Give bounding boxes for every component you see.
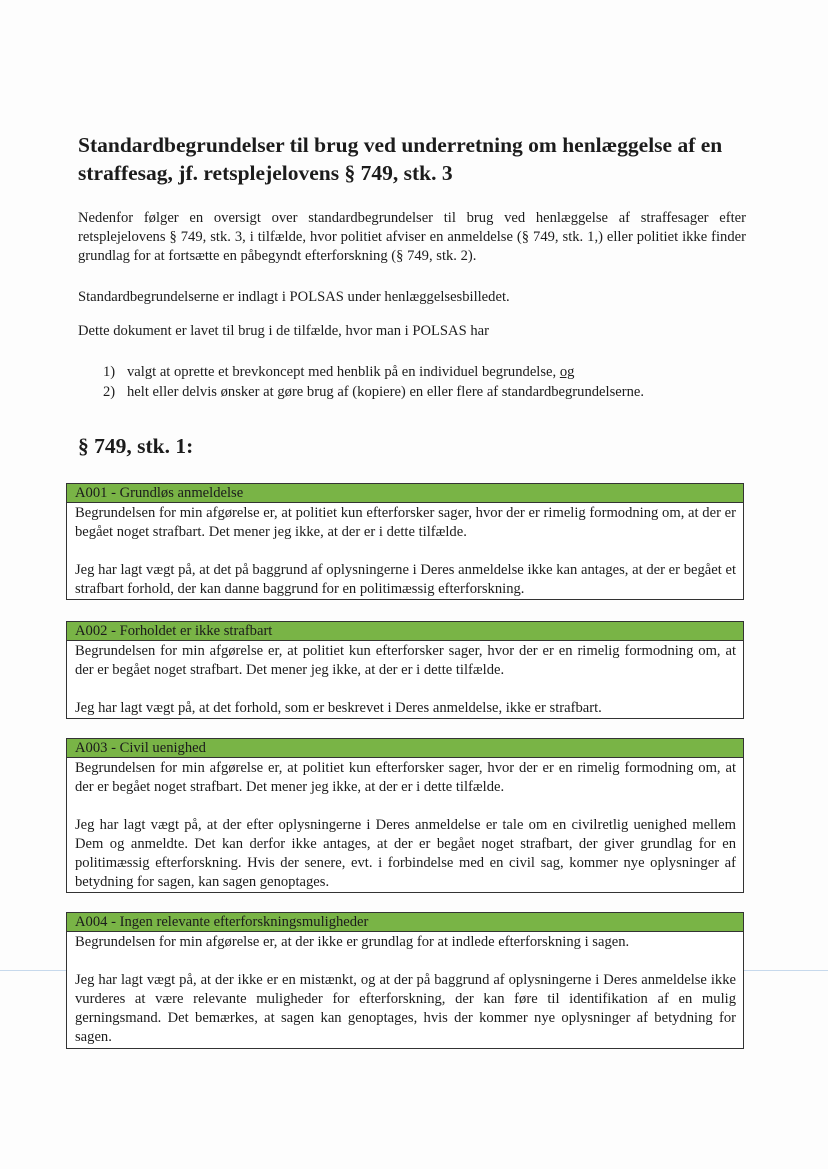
box-paragraph: Begrundelsen for min afgørelse er, at der ikke er grundlag for at indlede efterforskning i sagen. — [75, 934, 630, 950]
title-line-1: Standardbegrundelser til brug ved underretning om henlæggelse af en — [78, 133, 723, 157]
box-paragraph: Jeg har lagt vægt på, at det på baggrund af oplysningerne i Deres anmeldelse ikke kan antages, at der er begået et strafbart forhold, der kan danne baggrund for en politimæssig efterforskning. — [75, 562, 736, 597]
box-header: A003 - Civil uenighed — [67, 739, 743, 758]
list-number: 2) — [103, 384, 116, 400]
box-paragraph: Begrundelsen for min afgørelse er, at politiet kun efterforsker sager, hvor der er en rimelig formodning om, at der er begået noget strafbart. Det mener jeg ikke, at der er i dette tilfælde. — [75, 760, 736, 795]
box-header: A004 - Ingen relevante efterforskningsmuligheder — [67, 913, 743, 932]
justification-box-a002 — [66, 621, 744, 719]
section-heading: § 749, stk. 1: — [78, 434, 194, 458]
list-item — [103, 362, 743, 382]
box-body — [67, 932, 743, 1047]
list-suffix: og — [559, 364, 575, 380]
box-paragraph: Jeg har lagt vægt på, at der efter oplysningerne i Deres anmeldelse er tale om en civilretlig uenighed mellem Dem og anmeldte. Det kan derfor ikke antages, at der er begået noget strafbart, der giver grundlag for en politimæssig efterforskning. Hvis der senere, evt. i forbindelse med en civil sag, kommer nye oplysninger af betydning for sagen, kan sagen genoptages. — [75, 817, 736, 890]
list-number: 1) — [103, 364, 116, 380]
title-line-2: straffesag, jf. retsplejelovens § 749, stk. 3 — [78, 161, 453, 185]
box-paragraph: Jeg har lagt vægt på, at der ikke er en mistænkt, og at der på baggrund af oplysningerne i Deres anmeldelse ikke vurderes at være relevante muligheder for efterforskning, der kan føre til identifikation af en mulig gerningsmand. Det bemærkes, at sagen kan genoptages, hvis der kommer nye oplysninger af betydning for sagen. — [75, 972, 736, 1045]
box-body — [67, 758, 743, 892]
usage-intro: Dette dokument er lavet til brug i de tilfælde, hvor man i POLSAS har — [78, 323, 489, 339]
list-text: valgt at oprette et brevkoncept med henblik på en individuel begrundelse, — [127, 364, 557, 380]
box-paragraph: Begrundelsen for min afgørelse er, at politiet kun efterforsker sager, hvor der er rimelig formodning om, at der er begået noget strafbart. Det mener jeg ikke, at der er i dette tilfælde. — [75, 505, 736, 540]
intro-paragraph: Nedenfor følger en oversigt over standardbegrundelser til brug ved henlæggelse af straffesager efter retsplejelovens § 749, stk. 3, i tilfælde, hvor politiet afviser en anmeldelse (§ 749, stk. 1,) eller politiet ikke finder grundlag for at fortsætte en påbegyndt efterforskning (§ 749, stk. 2). — [78, 210, 746, 264]
usage-list — [103, 362, 743, 402]
box-header: A002 - Forholdet er ikke strafbart — [67, 622, 743, 641]
box-body — [67, 503, 743, 599]
list-text: helt eller delvis ønsker at gøre brug af (kopiere) en eller flere af standardbegrundelserne. — [127, 384, 645, 400]
box-header: A001 - Grundløs anmeldelse — [67, 484, 743, 503]
box-body — [67, 641, 743, 718]
justification-box-a004 — [66, 912, 744, 1049]
list-item — [103, 382, 743, 402]
polsas-note: Standardbegrundelserne er indlagt i POLSAS under henlæggelsesbilledet. — [78, 289, 510, 305]
justification-box-a001 — [66, 483, 744, 600]
justification-box-a003 — [66, 738, 744, 893]
document-title — [78, 131, 758, 187]
box-paragraph: Jeg har lagt vægt på, at det forhold, som er beskrevet i Deres anmeldelse, ikke er strafbart. — [75, 700, 602, 716]
box-paragraph: Begrundelsen for min afgørelse er, at politiet kun efterforsker sager, hvor der er en rimelig formodning om, at der er begået noget strafbart. Det mener jeg ikke, at der er i dette tilfælde. — [75, 643, 736, 678]
